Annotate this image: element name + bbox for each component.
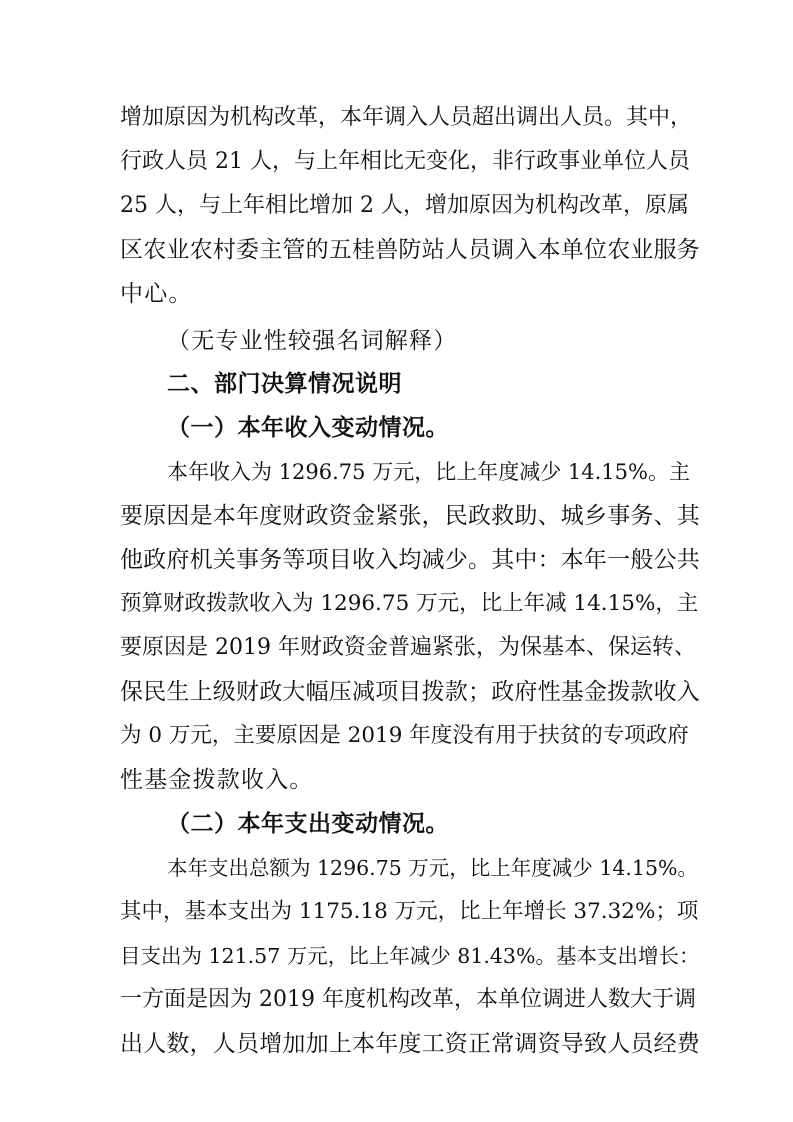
income-paragraph-line-3: 他政府机关事务等项目收入均减少。其中：本年一般公共 [120,547,700,573]
note-line: （无专业性较强名词解释） [167,328,458,354]
income-paragraph-line-1: 本年收入为 1296.75 万元，比上年度减少 14.15%。主 [167,460,690,484]
expense-paragraph-line-3: 目支出为 121.57 万元，比上年减少 81.43%。基本支出增长： [120,944,700,968]
income-paragraph-line-4: 预算财政拨款收入为 1296.75 万元，比上年减 14.15%，主 [120,591,699,616]
section-heading: 二、部门决算情况说明 [167,371,402,397]
income-paragraph-line-7: 为 0 万元，主要原因是 2019 年度没有用于扶贫的专项政府 [120,723,689,748]
income-paragraph-line-5: 要原因是 2019 年财政资金普遍紧张，为保基本、保运转、 [120,635,696,660]
body-line-4: 区农业农村委主管的五桂兽防站人员调入本单位农业服务 [120,237,700,263]
expense-paragraph-line-1: 本年支出总额为 1296.75 万元，比上年度减少 14.15%。 [167,856,698,880]
income-paragraph-line-6: 保民生上级财政大幅压减项目拨款；政府性基金拨款收入 [120,679,700,705]
body-line-5: 中心。 [120,281,193,307]
subsection-heading-income: （一）本年收入变动情况。 [167,415,449,441]
expense-paragraph-line-4: 一方面是因为 2019 年度机构改革，本单位调进人数大于调 [120,987,696,1012]
body-line-1: 增加原因为机构改革，本年调入人员超出调出人员。其中， [120,105,693,130]
expense-paragraph-line-5: 出人数，人员增加加上本年度工资正常调资导致人员经费 [120,1031,700,1057]
expense-paragraph-line-2: 其中，基本支出为 1175.18 万元，比上年增长 37.32%；项 [120,899,699,924]
income-paragraph-line-2: 要原因是本年度财政资金紧张，民政救助、城乡事务、其 [120,503,700,529]
subsection-heading-expense: （二）本年支出变动情况。 [167,811,449,837]
body-line-3: 25 人，与上年相比增加 2 人，增加原因为机构改革，原属 [120,193,689,218]
income-paragraph-line-8: 性基金拨款收入。 [120,767,314,793]
body-line-2: 行政人员 21 人，与上年相比无变化，非行政事业单位人员 [120,149,690,174]
